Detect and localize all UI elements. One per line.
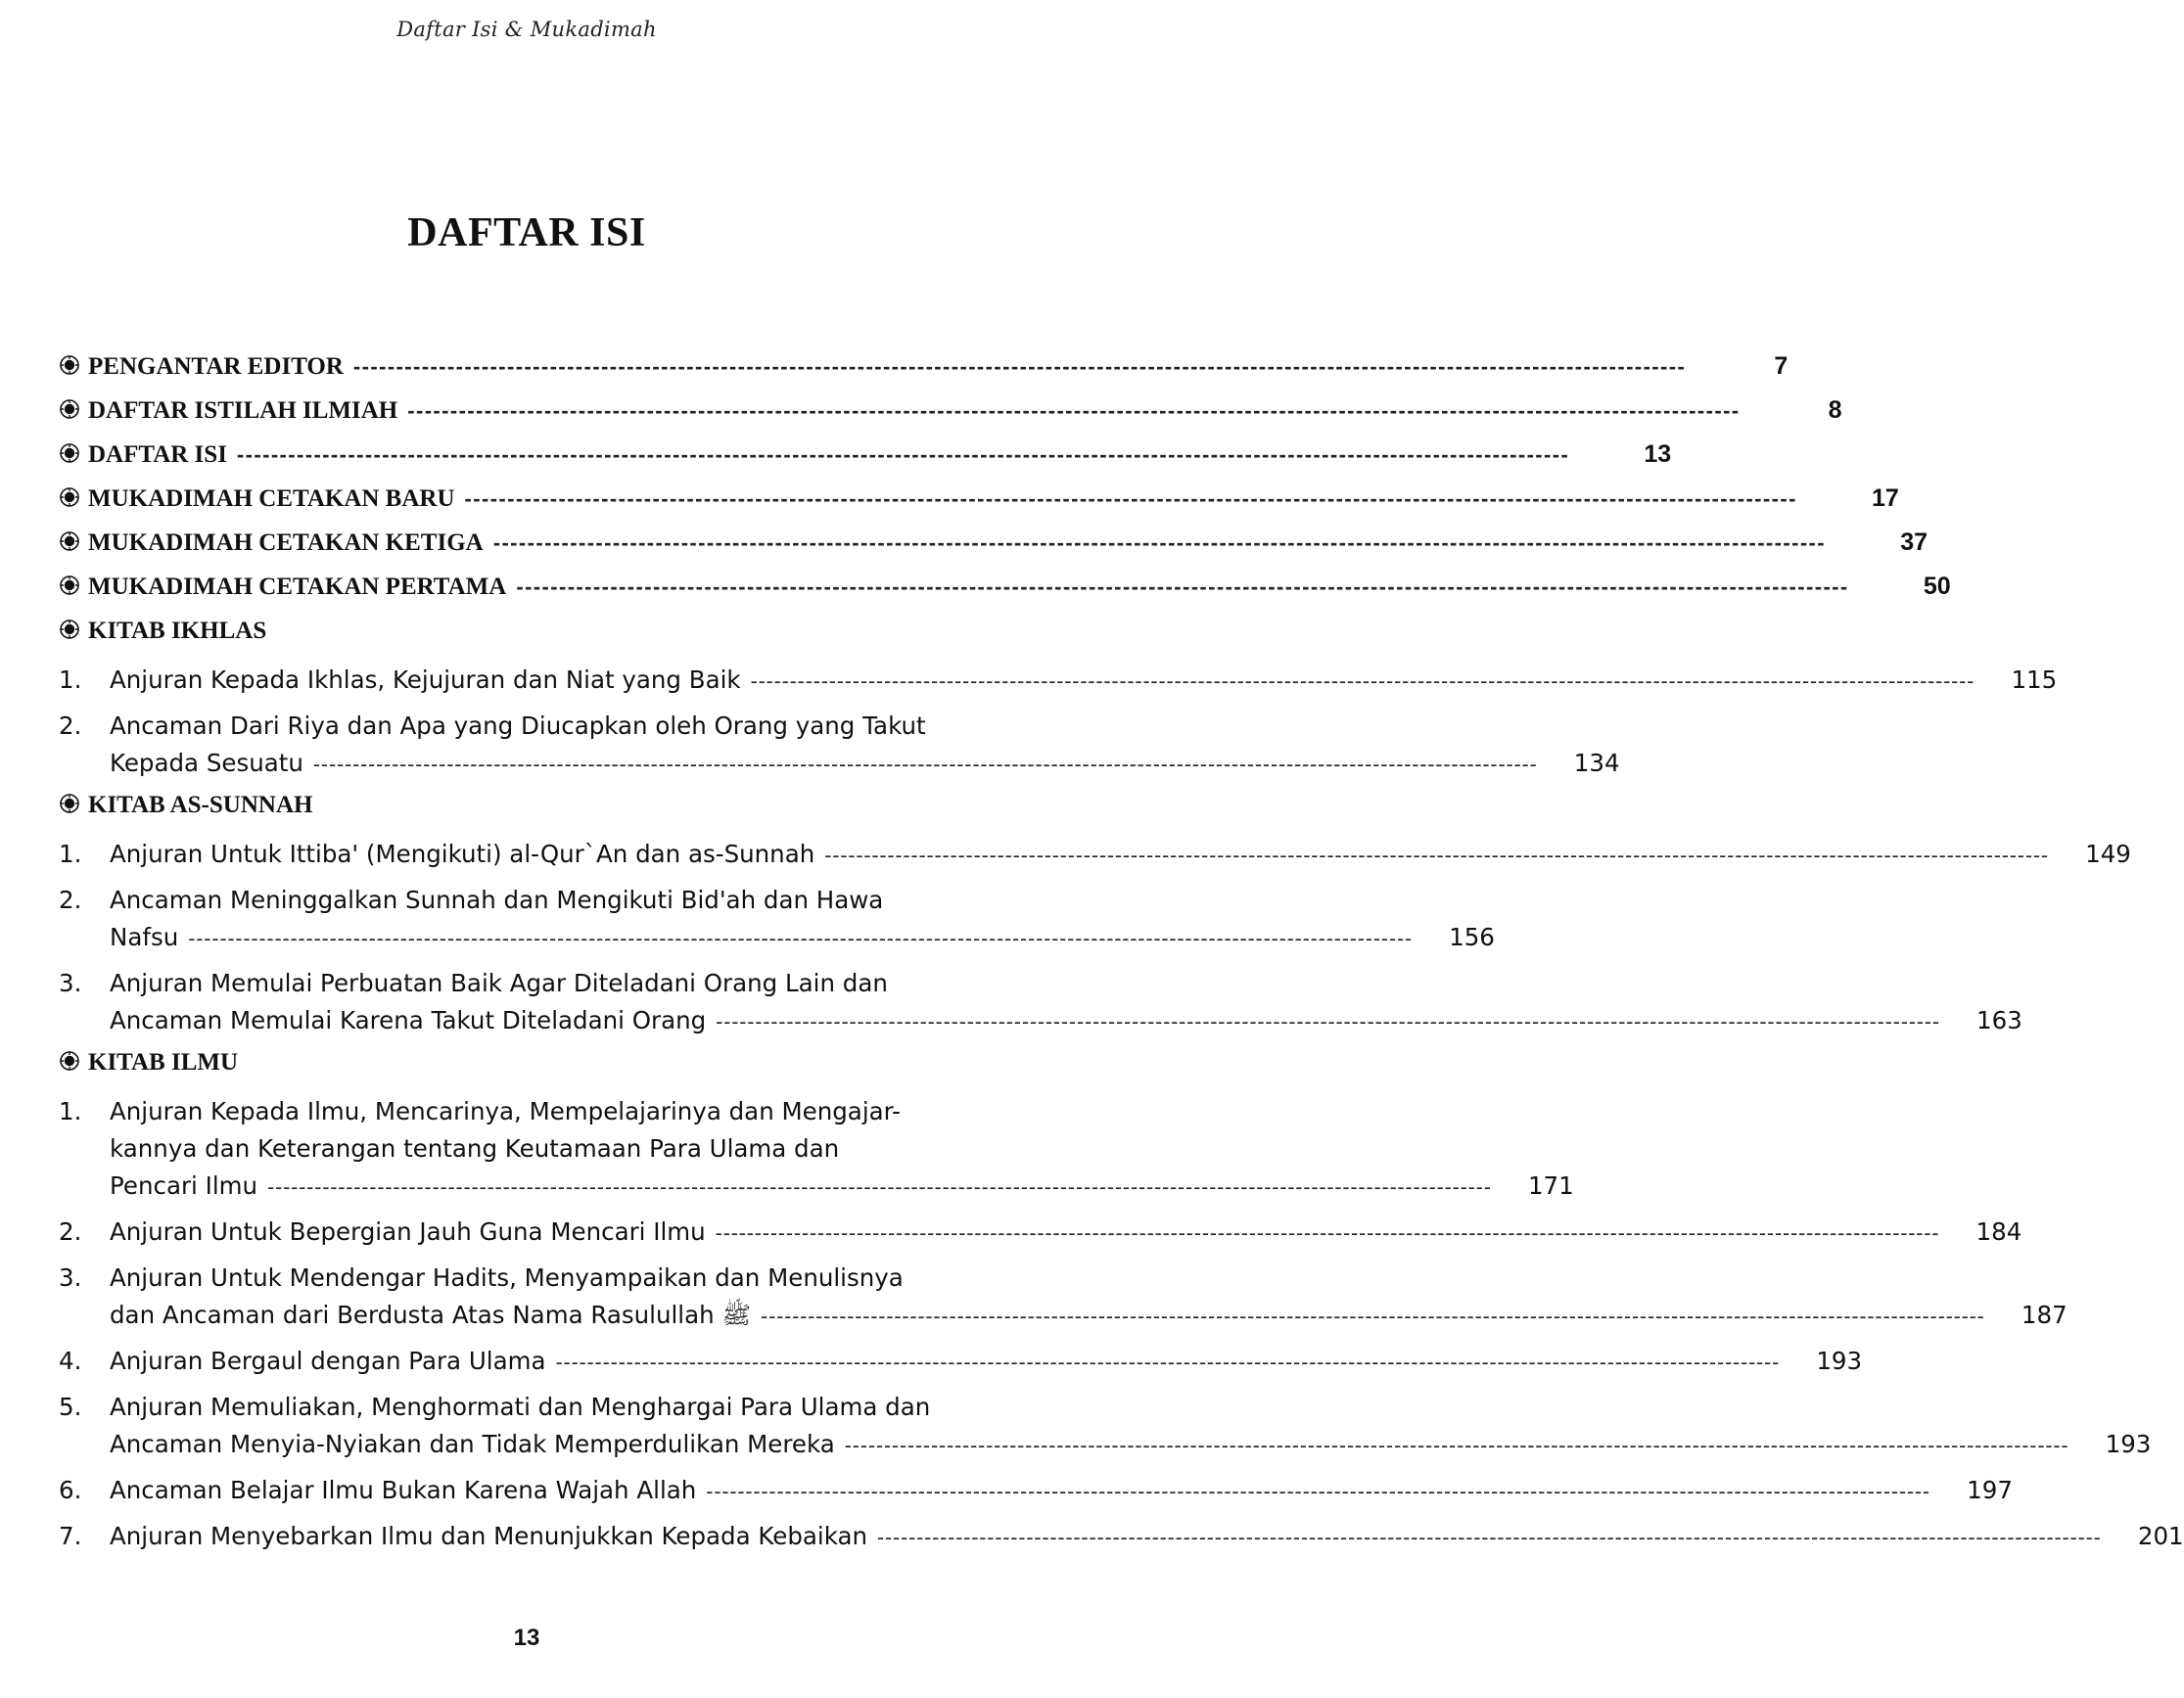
- toc-section-title: DAFTAR ISTILAH ILMIAH: [88, 397, 398, 424]
- toc-entry-last-line: [110, 919, 1495, 957]
- toc-entry-body: [110, 1518, 2184, 1556]
- toc-entry-text: Kepada Sesuatu: [110, 749, 303, 777]
- toc-entry[interactable]: [59, 1093, 1574, 1206]
- toc-entry[interactable]: [59, 1260, 2068, 1335]
- toc-section-title: MUKADIMAH CETAKAN KETIGA: [88, 529, 484, 556]
- toc-entry[interactable]: [59, 1518, 2184, 1556]
- toc-entry-number: 6.: [59, 1476, 82, 1504]
- toc-entry-last-line: [110, 662, 2057, 700]
- flower-bullet-icon: [59, 530, 88, 552]
- flower-bullet-icon: [59, 1050, 88, 1072]
- toc-entry[interactable]: [59, 882, 1495, 957]
- dot-leader: [761, 1298, 1985, 1335]
- dot-leader: [706, 1473, 1930, 1510]
- toc-entry[interactable]: [59, 836, 2131, 874]
- toc-entry[interactable]: [59, 1343, 1863, 1381]
- toc-entry[interactable]: [59, 1389, 2152, 1464]
- toc-entry-text: Nafsu: [110, 923, 179, 951]
- toc-entry-text: Anjuran Memulai Perbuatan Baik Agar Diteladani Orang Lain dan: [110, 969, 888, 997]
- toc-entry-last-line: [110, 1472, 2013, 1510]
- toc-entry-text: kannya dan Keterangan tentang Keutamaan Para Ulama dan: [110, 1134, 840, 1163]
- toc-entry-last-line: [110, 836, 2131, 874]
- dot-leader: [267, 1169, 1492, 1206]
- toc-entry-last-line: [110, 1214, 2021, 1252]
- toc-section-row[interactable]: [59, 440, 1672, 484]
- toc-entry-number: 2.: [59, 1217, 82, 1246]
- toc-page-number: 8: [1828, 396, 1842, 424]
- toc-section-row[interactable]: [59, 528, 1928, 573]
- toc-page-number: 156: [1449, 923, 1495, 951]
- toc-entry-text: Anjuran Untuk Mendengar Hadits, Menyampaikan dan Menulisnya: [110, 1263, 904, 1292]
- flower-bullet-icon: [59, 793, 88, 814]
- toc-entry-text: Anjuran Kepada Ilmu, Mencarinya, Mempelajarinya dan Mengajar-: [110, 1097, 901, 1125]
- dot-leader: [353, 354, 1686, 380]
- toc-entry-body: [110, 1214, 2021, 1252]
- toc-page-number: 7: [1774, 352, 1789, 380]
- flower-bullet-icon: [59, 354, 88, 376]
- toc-section-title: PENGANTAR EDITOR: [88, 353, 344, 380]
- dot-leader: [555, 1344, 1780, 1381]
- toc-page-number: 201: [2137, 1522, 2184, 1550]
- dot-leader: [716, 1215, 1940, 1252]
- dot-leader: [516, 574, 1848, 600]
- toc-entry-text: dan Ancaman dari Berdusta Atas Nama Rasulullah ﷺ: [110, 1301, 752, 1329]
- toc-section-title: KITAB IKHLAS: [88, 618, 267, 644]
- toc-section-title: MUKADIMAH CETAKAN PERTAMA: [88, 574, 507, 600]
- toc-entry-number: 7.: [59, 1522, 82, 1550]
- toc-page-number: 187: [2021, 1301, 2068, 1329]
- toc-section-heading[interactable]: [59, 791, 999, 836]
- toc-entry-text: Anjuran Kepada Ikhlas, Kejujuran dan Niat yang Baik: [110, 665, 741, 694]
- toc-entry[interactable]: [59, 1214, 2022, 1252]
- toc-entry-number: 1.: [59, 1097, 82, 1125]
- dot-leader: [824, 837, 2049, 874]
- toc-entry-body: [110, 1093, 1574, 1206]
- toc-entry-text: Anjuran Bergaul dengan Para Ulama: [110, 1347, 546, 1375]
- toc-entry-body: [110, 1343, 1862, 1381]
- toc-section-title: KITAB ILMU: [88, 1049, 239, 1076]
- toc-section-title: DAFTAR ISI: [88, 441, 227, 468]
- toc-page-number: 193: [2105, 1430, 2152, 1458]
- toc-page-number: 115: [2011, 665, 2058, 694]
- toc-entry-text: Ancaman Menyia-Nyiakan dan Tidak Memperdulikan Mereka: [110, 1430, 835, 1458]
- toc-entry-text: Pencari Ilmu: [110, 1171, 258, 1200]
- toc-entry-text: Anjuran Untuk Bepergian Jauh Guna Mencari Ilmu: [110, 1217, 706, 1246]
- toc-entry-number: 3.: [59, 1263, 82, 1292]
- toc-entry-number: 2.: [59, 886, 82, 914]
- toc-entry-text: Ancaman Dari Riya dan Apa yang Diucapkan oleh Orang yang Takut: [110, 711, 926, 740]
- toc-page-number: 37: [1900, 528, 1928, 556]
- dot-leader: [313, 746, 1538, 783]
- dot-leader: [407, 398, 1740, 424]
- toc-entry-text: Ancaman Meninggalkan Sunnah dan Mengikuti Bid'ah dan Hawa: [110, 886, 884, 914]
- toc-entry-text: Anjuran Menyebarkan Ilmu dan Menunjukkan Kepada Kebaikan: [110, 1522, 867, 1550]
- toc-entry-body: [110, 1472, 2013, 1510]
- table-of-contents: [59, 352, 2184, 1564]
- toc-entry-last-line: [110, 1426, 2151, 1464]
- dot-leader: [465, 486, 1797, 512]
- toc-section-heading[interactable]: [59, 1048, 999, 1093]
- toc-entry-last-line: [110, 1002, 2022, 1040]
- toc-entry-text: Anjuran Memuliakan, Menghormati dan Menghargai Para Ulama dan: [110, 1393, 931, 1421]
- toc-page-number: 197: [1967, 1476, 2013, 1504]
- toc-entry-last-line: [110, 1297, 2068, 1335]
- toc-entry-body: [110, 662, 2057, 700]
- toc-entry[interactable]: [59, 662, 2058, 700]
- toc-section-title: MUKADIMAH CETAKAN BARU: [88, 485, 455, 512]
- toc-entry-number: 4.: [59, 1347, 82, 1375]
- toc-page-number: 134: [1573, 749, 1620, 777]
- page-title: DAFTAR ISI: [407, 210, 646, 255]
- toc-entry-body: [110, 836, 2131, 874]
- page-number: 13: [513, 1625, 540, 1651]
- toc-entry[interactable]: [59, 708, 1620, 783]
- flower-bullet-icon: [59, 398, 88, 420]
- toc-entry-last-line: [110, 745, 1620, 783]
- flower-bullet-icon: [59, 574, 88, 596]
- flower-bullet-icon: [59, 442, 88, 464]
- toc-page-number: 184: [1975, 1217, 2022, 1246]
- toc-entry-body: [110, 1389, 2151, 1464]
- toc-entry-text: Ancaman Belajar Ilmu Bukan Karena Wajah Allah: [110, 1476, 697, 1504]
- toc-page-number: 171: [1527, 1171, 1574, 1200]
- running-header: Daftar Isi & Mukadimah: [396, 18, 657, 41]
- toc-section-heading[interactable]: [59, 617, 999, 662]
- toc-entry-number: 2.: [59, 711, 82, 740]
- toc-entry-last-line: [110, 1343, 1862, 1381]
- toc-page-number: 13: [1644, 440, 1672, 468]
- dot-leader: [237, 442, 1569, 468]
- toc-entry[interactable]: [59, 965, 2022, 1040]
- toc-section-title: KITAB AS-SUNNAH: [88, 792, 313, 818]
- toc-entry-last-line: [110, 1518, 2184, 1556]
- toc-page-number: 193: [1816, 1347, 1863, 1375]
- toc-page-number: 149: [2085, 840, 2131, 868]
- toc-entry[interactable]: [59, 1472, 2013, 1510]
- toc-entry-last-line: [110, 1168, 1574, 1206]
- toc-entry-body: [110, 965, 2022, 1040]
- toc-entry-text: Anjuran Untuk Ittiba' (Mengikuti) al-Qur`An dan as-Sunnah: [110, 840, 815, 868]
- toc-entry-body: [110, 882, 1495, 957]
- flower-bullet-icon: [59, 486, 88, 508]
- toc-entry-body: [110, 1260, 2068, 1335]
- toc-entry-number: 1.: [59, 840, 82, 868]
- flower-bullet-icon: [59, 619, 88, 640]
- toc-entry-number: 5.: [59, 1393, 82, 1421]
- dot-leader: [188, 920, 1413, 957]
- toc-entry-number: 1.: [59, 665, 82, 694]
- toc-section-row[interactable]: [59, 352, 1789, 396]
- toc-page-number: 163: [1976, 1006, 2022, 1034]
- dot-leader: [751, 663, 1975, 700]
- toc-entry-body: [110, 708, 1620, 783]
- toc-page-number: 50: [1923, 573, 1951, 600]
- dot-leader: [716, 1003, 1940, 1040]
- toc-entry-number: 3.: [59, 969, 82, 997]
- dot-leader: [845, 1427, 2069, 1464]
- dot-leader: [493, 530, 1826, 556]
- toc-section-row[interactable]: [59, 484, 1899, 528]
- toc-section-row[interactable]: [59, 573, 1951, 617]
- toc-entry-text: Ancaman Memulai Karena Takut Diteladani Orang: [110, 1006, 707, 1034]
- toc-section-row[interactable]: [59, 396, 1842, 440]
- dot-leader: [877, 1519, 2102, 1556]
- toc-page-number: 17: [1872, 484, 1899, 512]
